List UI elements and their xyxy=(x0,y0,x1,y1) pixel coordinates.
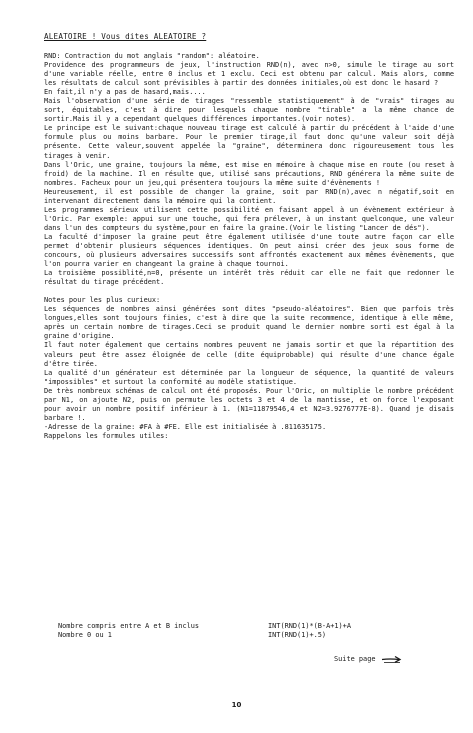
notes-heading: Notes pour les plus curieux: xyxy=(44,296,161,305)
formula-expression: INT(RND(1)*(B-A+1)+A xyxy=(268,622,351,630)
paragraph: Heureusement, il est possible de changer la graine, soit par RND(n),avec n négatif,soit en intervenant directement dans la mémoire qui la contient. xyxy=(44,187,454,205)
formulas-heading: Rappelons les formules utiles: xyxy=(44,431,169,440)
paragraph: Providence des programmeurs de jeux, l'instruction RND(n), avec n>0, simule le tirage au sort d'une variable réelle, entre 0 inclus et 1 exclu. Ceci est obtenu par calcul. Mais alors, comme les résultats de calcul sont prévisibles à partir des données initiales,où est donc le hasard ? xyxy=(44,61,454,88)
note-paragraph: Il faut noter également que certains nombres peuvent ne jamais sortir et que la répartition des valeurs peut être assez éloignée de celle (dite équiprobable) qui résulte d'une chance égale d'être tirée. xyxy=(44,341,454,368)
formula-expression: INT(RND(1)+.5) xyxy=(268,631,327,639)
right-arrow-icon xyxy=(381,654,403,664)
paragraph: La troisième possiblité,n=0, présente un intérêt très réduit car elle ne fait que redonner le résultat du tirage précédent. xyxy=(44,269,454,287)
seed-address: -Adresse de la graine: #FA à #FE. Elle est initialisée à .811635175. xyxy=(44,422,327,431)
paragraph: Mais l'observation d'une série de tirages "ressemble statistiquement" à de "vrais" tirages au sort, équitables, c'est à dire pour lesquels chaque nombre "tirable" a la même chance de sortir.Mais il y a cependant quelques différences importantes.(voir notes). xyxy=(44,97,454,124)
paragraph: RND: Contraction du mot anglais "random": aléatoire. xyxy=(44,52,260,60)
formula-label: Nombre compris entre A et B inclus xyxy=(58,622,200,630)
paragraph: La faculté d'imposer la graine peut être également utilisée d'une toute autre façon car elle permet d'obtenir plusieurs séquences identiques. On peut ainsi créer des jeux sous forme de concours, où plusieurs adversaires successifs sont affrontés exactement aux mêmes évènements, que l'on pourra varier en changeant la graine à chaque tournoi. xyxy=(44,232,454,269)
paragraph: Les programmes sérieux utilisent cette possibilité en faisant appel à un évènement extérieur à l'Oric. Par exemple: appui sur une touche, qui fera prélever, à un instant quelconque, une valeur dans l'un des compteurs du système,pour en faire la graine.(Voir le listing "Lancer de dés"). xyxy=(44,205,454,232)
formula-row xyxy=(58,622,454,631)
formula-label: Nombre 0 ou 1 xyxy=(58,631,112,639)
formula-row xyxy=(58,631,454,640)
paragraph: Le principe est le suivant:chaque nouveau tirage est calculé à partir du précédent à l'aide d'une formule plus ou moins barbare. Pour le premier tirage,il faut donc qu'une valeur soit déjà présente. Cette valeur,souvent appelée la "graine", déterminera donc rigoureusement tous les tirages à venir. xyxy=(44,124,454,160)
page-number: 10 xyxy=(231,701,242,709)
suite-label: Suite page xyxy=(334,655,376,663)
continued-note xyxy=(334,654,403,664)
formulas-table xyxy=(58,622,454,640)
note-paragraph: La qualité d'un générateur est déterminée par la longueur de séquence, la quantité de valeurs "impossibles" et surtout la conformité au modèle statistique. xyxy=(44,368,454,386)
paragraph: Dans l'Oric, une graine, toujours la même, est mise en mémoire à chaque mise en route (ou reset à froid) de la machine. Il en résulte que, utilisé sans précautions, RND générera la même suite de nombres. Facheux pour un jeu,qui présentera toujours la même suite d'évènements ! xyxy=(44,160,454,187)
document-body xyxy=(44,52,454,441)
note-paragraph: Les séquences de nombres ainsi générées sont dites "pseudo-aléatoires". Bien que parfois très longues,elles sont toujours finies, c'est à dire que la suite recommence, identique à elle même, après un certain nombre de tirages.Ceci se produit quand le dernier nombre sorti est égal à la graine d'origine. xyxy=(44,305,454,341)
note-paragraph: De très nombreux schémas de calcul ont été proposés. Pour l'Oric, on multiplie le nombre précédent par N1, on ajoute N2, puis on permute les octets 3 et 4 de la mantisse, et on force l'exposant pour avoir un nombre positif inférieur à 1. (N1=11879546,4 et N2=3.9276777E-8). Quand je disais barbare !. xyxy=(44,386,454,422)
paragraph: En fait,il n'y a pas de hasard,mais.... xyxy=(44,88,206,97)
document-title: ALEATOIRE ! Vous dites ALEATOIRE ? xyxy=(44,32,207,41)
